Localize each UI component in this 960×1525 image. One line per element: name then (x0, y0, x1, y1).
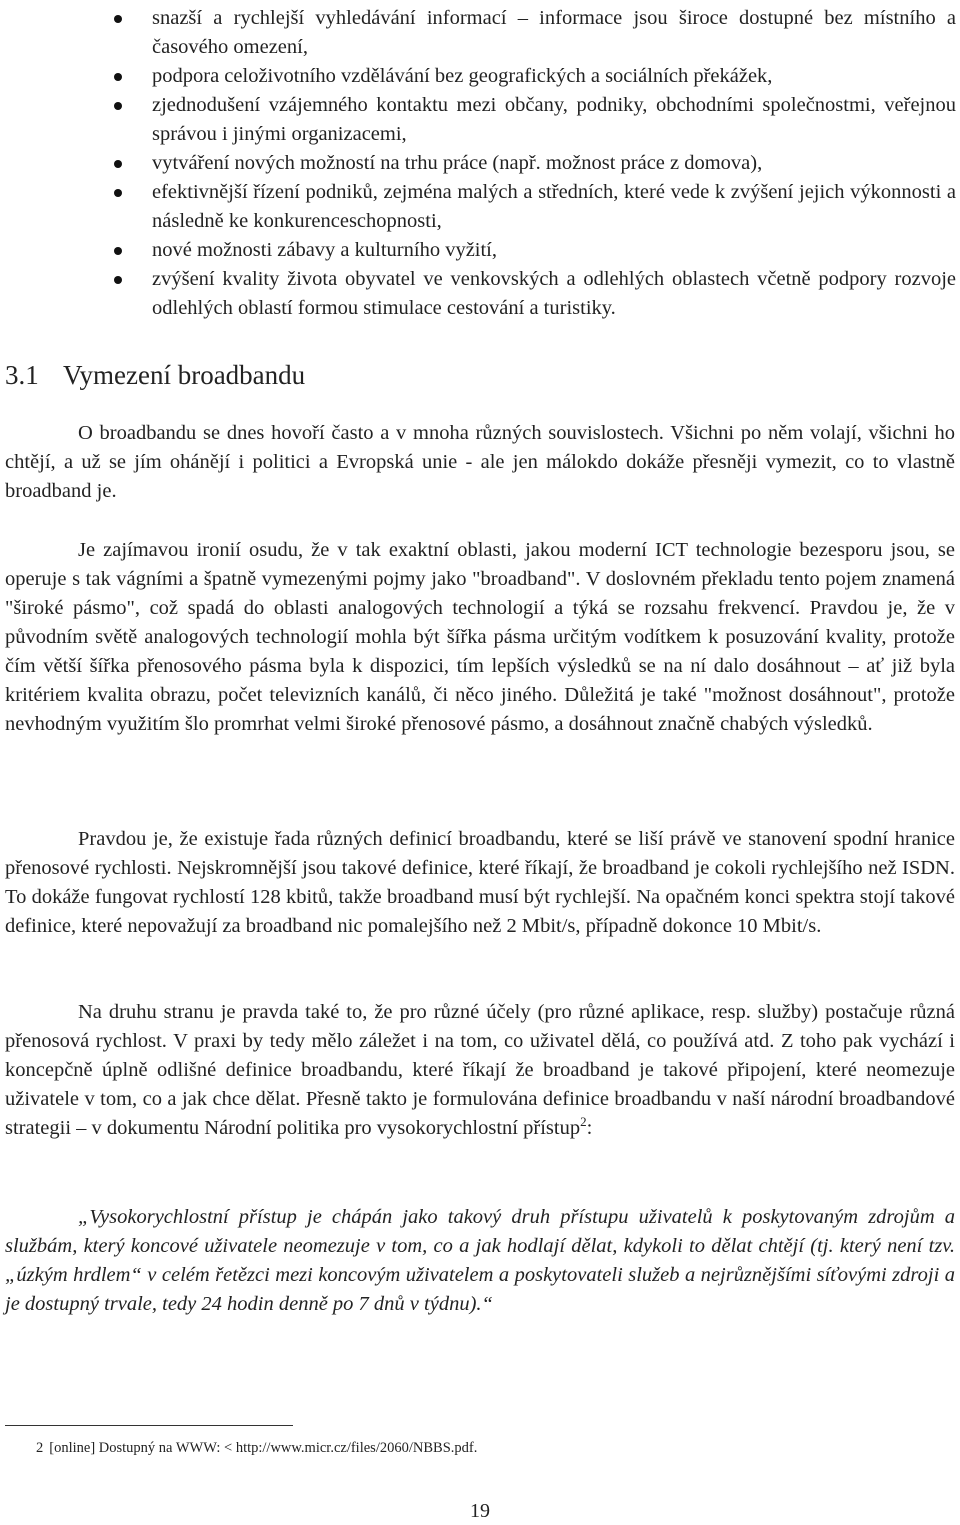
bullet-icon (114, 189, 122, 197)
list-item (152, 265, 956, 323)
paragraph-text: Na druhu stranu je pravda také to, že pro různé účely (pro různé aplikace, resp. služby) postačuje různá přenosová rychlost. V praxi by tedy mělo záležet i na tom, co uživatel dělá, co používá atd. Z toho pak vychází i koncepčně úplně odlišné definice broadbandu, které říkají že broadband je takové připojení, které neomezuje uživatele v tom, co a jak chce dělat. Přesně takto je formulována definice broadbandu v naší národní broadbandové strategii – v dokumentu Národní politika pro vysokorychlostní přístup (5, 1001, 955, 1139)
list-item-text: nové možnosti zábavy a kulturního vyžití, (152, 239, 498, 261)
footnote (36, 1438, 477, 1458)
list-item-text: podpora celoživotního vzdělávání bez geografických a sociálních překážek, (152, 65, 773, 87)
page-number: 19 (470, 1500, 490, 1522)
list-item (152, 4, 956, 62)
section-heading (5, 358, 305, 392)
bullet-icon (114, 73, 122, 81)
list-item (152, 62, 956, 91)
list-item-text: efektivnější řízení podniků, zejména malých a středních, které vede k zvýšení jejich výkonnosti a následně ke konkurenceschopnosti, (152, 181, 956, 232)
bullet-icon (114, 276, 122, 284)
bullet-icon (114, 15, 122, 23)
definition-quote: „Vysokorychlostní přístup je chápán jako takový druh přístupu uživatelů k poskytovaným zdrojům a službám, který koncové uživatele neomezuje v tom, co a jak hodlají dělat, kdykoli to dělat chtějí (tj. který není tzv. „úzkým hrdlem“ v celém řetězci mezi koncovým uživatelem a poskytovateli služeb a nejrůznějšími síťovými zdroji a je dostupný trvale, tedy 24 hodin denně po 7 dnů v týdnu).“ (5, 1206, 955, 1315)
bullet-icon (114, 102, 122, 110)
section-title: Vymezení broadbandu (63, 360, 306, 390)
paragraph: Je zajímavou ironií osudu, že v tak exaktní oblasti, jakou moderní ICT technologie bezesporu jsou, se operuje s tak vágními a špatně vymezenými pojmy jako "broadband". V doslovném překladu tento pojem znamená "široké pásmo", což spadá do oblasti analogových technologií a týká se rozsahu frekvencí. Pravdou je, že v původním světě analogových technologií mohla být šířka pásma určitým vodítkem k posuzování kvality, protože čím větší šířka přenosového pásma byla k dispozici, tím lepších výsledků se na ní dalo dosáhnout – ať již byla kritériem kvalita obrazu, počet televizních kanálů, či něco jiného. Důležitá je také "možnost dosáhnout", protože nevhodným využitím šlo promrhat velmi široké přenosové pásmo, a dosáhnout značně chabých výsledků. (5, 539, 955, 735)
paragraph: Pravdou je, že existuje řada různých definicí broadbandu, které se liší právě ve stanovení spodní hranice přenosové rychlosti. Nejskromnější jsou takové definice, které říkají, že broadband je cokoli rychlejšího než ISDN. To dokáže fungovat rychlostí 128 kbitů, takže broadband musí být rychlejší. Na opačném konci spektra stojí takové definice, které nepovažují za broadband nic pomalejšího než 2 Mbit/s, případně dokonce 10 Mbit/s. (5, 828, 955, 937)
list-item-text: zjednodušení vzájemného kontaktu mezi občany, podniky, obchodními společnostmi, veřejnou správou i jinými organizacemi, (152, 94, 956, 145)
paragraph: O broadbandu se dnes hovoří často a v mnoha různých souvislostech. Všichni po něm volají, všichni ho chtějí, a už se jím ohánějí i politici a Evropská unie - ale jen málokdo dokáže přesněji vymezit, co to vlastně broadband je. (5, 422, 955, 502)
footnote-reference[interactable]: 2 (580, 1114, 587, 1130)
footnote-number: 2 (36, 1440, 44, 1456)
list-item (152, 149, 956, 178)
paragraph (5, 998, 955, 1143)
bullet-icon (114, 247, 122, 255)
list-item (152, 178, 956, 236)
list-item (152, 236, 956, 265)
footnote-divider (5, 1425, 293, 1426)
list-item-text: snazší a rychlejší vyhledávání informací – informace jsou široce dostupné bez místního a časového omezení, (152, 7, 956, 58)
list-item (152, 91, 956, 149)
bullet-icon (114, 160, 122, 168)
list-item-text: zvýšení kvality života obyvatel ve venkovských a odlehlých oblastech včetně podpory rozvoje odlehlých oblastí formou stimulace cestování a turistiky. (152, 268, 956, 319)
section-number: 3.1 (5, 360, 39, 390)
list-item-text: vytváření nových možností na trhu práce (např. možnost práce z domova), (152, 152, 763, 174)
paragraph-end: : (586, 1117, 593, 1139)
footnote-text: [online] Dostupný na WWW: < http://www.micr.cz/files/2060/NBBS.pdf. (49, 1440, 478, 1456)
